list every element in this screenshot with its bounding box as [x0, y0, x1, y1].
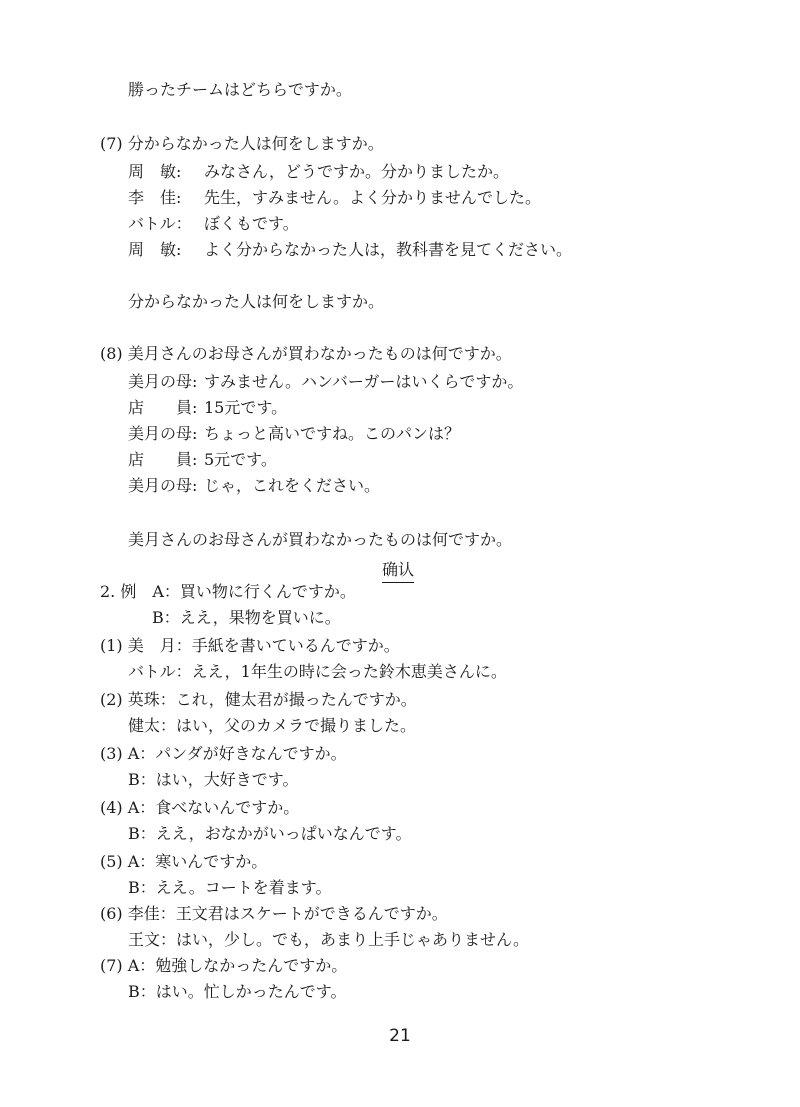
q7-dialogue-line [128, 190, 541, 206]
exercise-item-line: バトル：ええ，1年生の時に会った鈴木恵美さんに。 [128, 662, 507, 681]
exercise-example-a: 2. 例 A：買い物に行くんですか。 [100, 582, 356, 601]
dialogue-text: よく分からなかった人は，教科書を見てください。 [204, 240, 573, 259]
exercise-item-line: (4) A：食べないんですか。 [100, 798, 300, 817]
dialogue-text: 先生，すみません。よく分かりませんでした。 [204, 188, 541, 207]
q7-question: 分からなかった人は何をしますか。 [128, 292, 385, 311]
q7-dialogue-line [128, 164, 509, 180]
q8-dialogue-line [128, 478, 380, 494]
q7-dialogue-line [128, 216, 299, 232]
q8-header: (8) 美月さんのお母さんが買わなかったものは何ですか。 [100, 344, 512, 363]
dialogue-text: みなさん，どうですか。分かりましたか。 [204, 162, 509, 181]
dialogue-text: ちょっと高いですね。このパンは？ [204, 424, 461, 443]
speaker-label: 周 敏: [128, 162, 182, 181]
dialogue-text: じゃ，これをください。 [204, 476, 381, 495]
speaker-label: 美月の母: [128, 476, 198, 495]
exercise-item-line: B：はい，大好きです。 [128, 770, 299, 789]
exercise-item-line: 王文：はい，少し。でも，あまり上手じゃありません。 [128, 930, 529, 949]
dialogue-text: ぼくもです。 [204, 214, 299, 233]
speaker-label: 美月の母: [128, 372, 198, 391]
exercise-item-line: B：ええ。コートを着ます。 [128, 878, 332, 897]
exercise-item-line: (3) A：パンダが好きなんですか。 [100, 744, 347, 763]
speaker-label: 周 敏: [128, 240, 182, 259]
q8-dialogue-line [128, 374, 523, 390]
exercise-item-line: (5) A：寒いんですか。 [100, 852, 268, 871]
q8-question: 美月さんのお母さんが買わなかったものは何ですか。 [128, 530, 513, 549]
speaker-label: バトル： [128, 214, 192, 233]
section-title: 确认 [382, 557, 414, 583]
speaker-label: 美月の母: [128, 424, 198, 443]
exercise-item-line: 健太：はい，父のカメラで撮りました。 [128, 716, 417, 735]
q6-question: 勝ったチームはどちらですか。 [128, 80, 352, 99]
dialogue-text: 15元です。 [204, 398, 288, 417]
dialogue-text: 5元です。 [204, 450, 277, 469]
speaker-label: 店 員: [128, 398, 198, 417]
exercise-item-line: (7) A：勉強しなかったんですか。 [100, 956, 348, 975]
q8-dialogue-line [128, 452, 277, 468]
exercise-item-line: (1) 美 月：手紙を書いているんですか。 [100, 636, 400, 655]
q8-dialogue-line [128, 426, 460, 442]
exercise-item-line: (2) 英珠：これ，健太君が撮ったんですか。 [100, 690, 417, 709]
exercise-example-b: B：ええ，果物を買いに。 [152, 608, 341, 627]
exercise-item-line: B：はい。忙しかったんです。 [128, 982, 347, 1001]
page-number: 21 [389, 1026, 411, 1046]
q8-dialogue-line [128, 400, 287, 416]
q7-header: (7) 分からなかった人は何をしますか。 [100, 134, 384, 153]
q7-dialogue-line [128, 242, 572, 258]
speaker-label: 李 佳: [128, 188, 182, 207]
dialogue-text: すみません。ハンバーガーはいくらですか。 [204, 372, 524, 391]
exercise-item-line: B：ええ，おなかがいっぱいなんです。 [128, 824, 412, 843]
exercise-item-line: (6) 李佳：王文君はスケートができるんですか。 [100, 904, 448, 923]
speaker-label: 店 員: [128, 450, 198, 469]
